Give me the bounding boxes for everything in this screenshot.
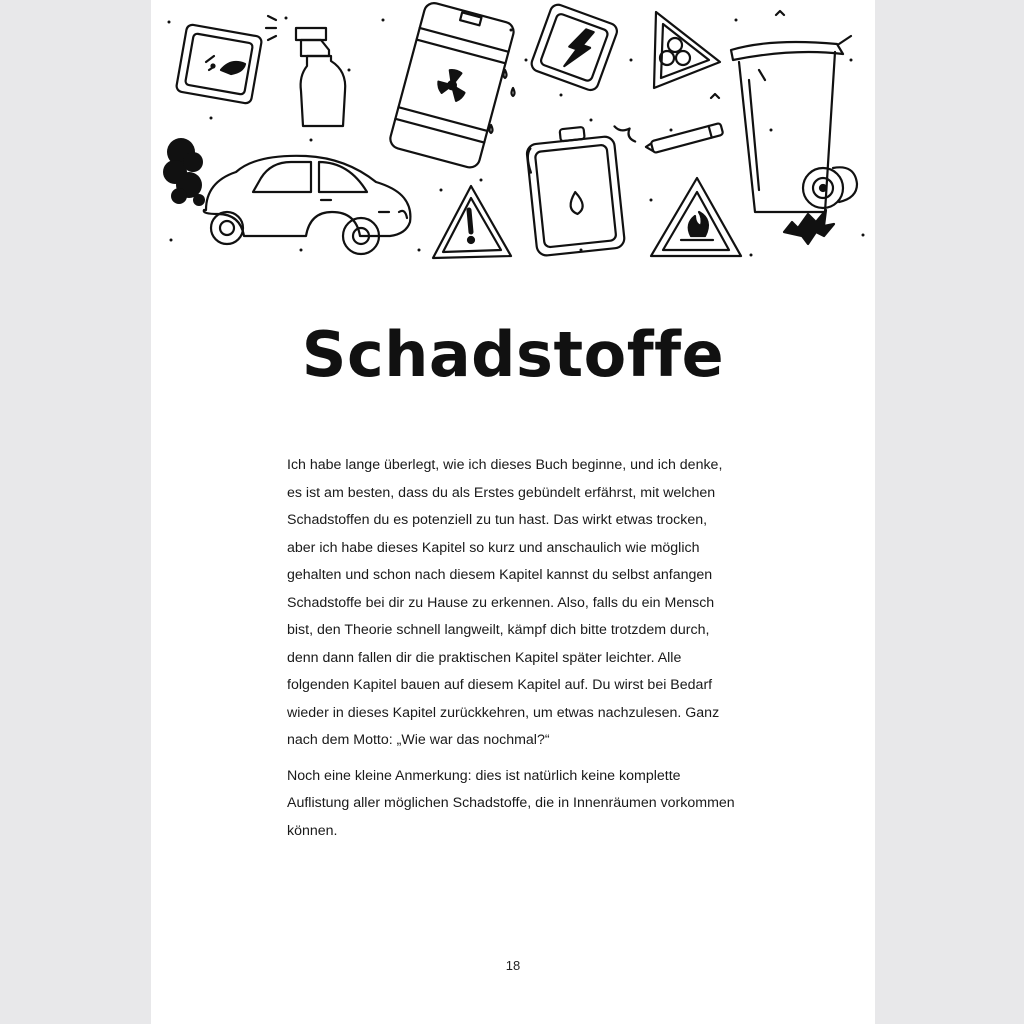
high-voltage-sign-icon	[529, 3, 619, 93]
cigarette-icon	[615, 100, 724, 161]
body-text	[287, 452, 739, 853]
trash-bin-icon	[711, 11, 857, 212]
warning-sign-icon	[433, 186, 511, 258]
book-page	[151, 0, 875, 1024]
paragraph: Noch eine kleine Anmerkung: dies ist natürlich keine komplette Auflistung aller möglichen Schadstoffe, die in Innenräumen vorkommen können.	[287, 767, 735, 839]
paragraph: Ich habe lange überlegt, wie ich dieses Buch beginne, und ich denke, es ist am besten, dass du als Erstes gebündelt erfährst, mit welchen Schadstoffen du es potenziell zu tun hast. Das wirkt etwas trocken, aber ich habe dieses Kapitel so kurz und anschaulich wie möglich gehalten und schon nach diesem Kapitel kannst du selbst anfangen Schadstoffe bei dir zu Hause zu erkennen. Also, falls du ein Mensch bist, den Theorie schnell langweilt, kämpf dich bitte trotzdem durch, denn dann fallen dir die praktischen Kapitel später leichter. Alle folgenden Kapitel bauen auf diesem Kapitel auf. Du wirst bei Bedarf wieder in dieses Kapitel zurückkehren, um etwas nachzulesen. Ganz nach dem Motto: „Wie war das nochmal?“	[287, 457, 723, 748]
car-icon	[204, 156, 411, 254]
smoke-cloud-icon	[163, 138, 205, 206]
corrosive-sign-icon	[176, 24, 263, 104]
hazard-illustration	[151, 0, 875, 275]
page-title: Schadstoffe	[301, 318, 725, 391]
page-number: 18	[505, 958, 521, 973]
spray-bottle-icon	[266, 16, 345, 126]
flammable-sign-icon	[651, 178, 741, 256]
biohazard-sign-icon	[654, 12, 720, 88]
radioactive-barrel-icon	[388, 1, 516, 170]
canister-icon	[525, 124, 625, 257]
